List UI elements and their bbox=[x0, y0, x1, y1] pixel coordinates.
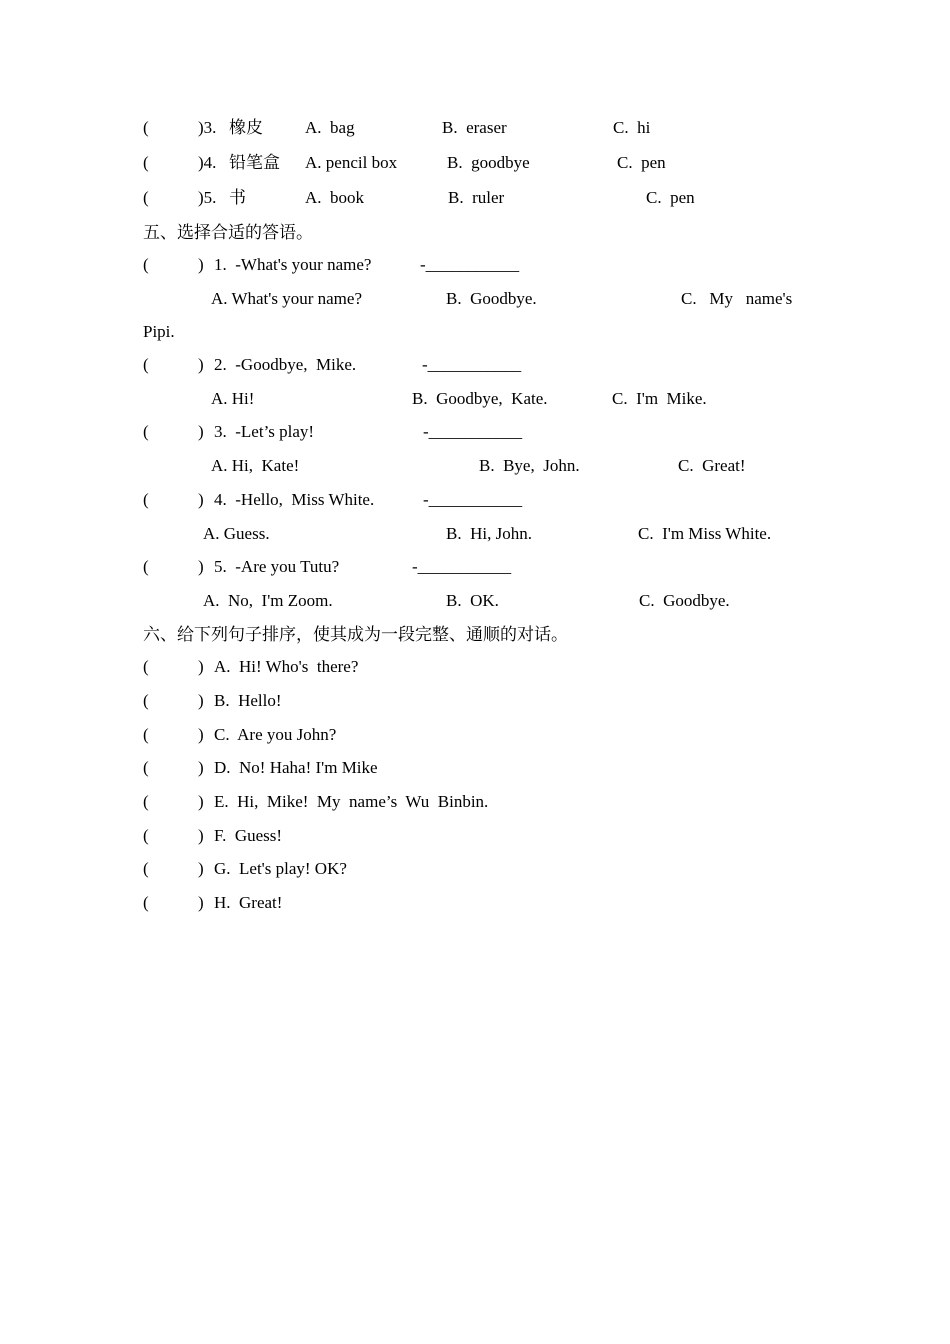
answer-blank: -___________ bbox=[423, 490, 523, 509]
answer-paren-open: ( bbox=[143, 355, 149, 374]
sentence-text: E. Hi, Mike! My name’s Wu Binbin. bbox=[214, 792, 489, 811]
answer-paren-close: ) bbox=[198, 725, 204, 744]
answer-paren-open: ( bbox=[143, 691, 149, 710]
answer-paren-close: ) bbox=[198, 557, 204, 576]
option-a: A. pencil box bbox=[305, 153, 398, 172]
answer-blank: -___________ bbox=[420, 255, 520, 274]
question-text: 4. -Hello, Miss White. bbox=[214, 490, 375, 509]
answer-paren-close: ) bbox=[198, 792, 204, 811]
option-b: B. Hi, John. bbox=[446, 524, 532, 543]
option-c-continued: Pipi. bbox=[143, 322, 175, 341]
answer-blank: -___________ bbox=[412, 557, 512, 576]
option-a: A. bag bbox=[305, 118, 355, 137]
answer-paren-open: ( bbox=[143, 859, 149, 878]
sentence-text: C. Are you John? bbox=[214, 725, 337, 744]
option-c: C. I'm Miss White. bbox=[638, 524, 772, 543]
option-c: C. hi bbox=[613, 118, 651, 137]
option-b: B. Goodbye. bbox=[446, 289, 537, 308]
sentence-text: B. Hello! bbox=[214, 691, 282, 710]
answer-paren-open: ( bbox=[143, 557, 149, 576]
answer-paren-open: ( bbox=[143, 153, 149, 172]
answer-paren-open: ( bbox=[143, 118, 149, 137]
answer-paren-open: ( bbox=[143, 725, 149, 744]
option-b: B. eraser bbox=[442, 118, 507, 137]
option-b: B. Bye, John. bbox=[479, 456, 580, 475]
option-c: C. pen bbox=[617, 153, 666, 172]
sentence-text: A. Hi! Who's there? bbox=[214, 657, 359, 676]
answer-paren-open: ( bbox=[143, 255, 149, 274]
answer-paren-close: ) bbox=[198, 422, 204, 441]
answer-paren-close: ) bbox=[198, 893, 204, 912]
option-c: C. Great! bbox=[678, 456, 746, 475]
section-5-title: 五、选择合适的答语。 bbox=[143, 223, 313, 242]
item-number: )5. bbox=[198, 188, 217, 207]
answer-paren-open: ( bbox=[143, 422, 149, 441]
chinese-word: 书 bbox=[229, 188, 246, 207]
answer-paren-close: ) bbox=[198, 826, 204, 845]
question-text: 2. -Goodbye, Mike. bbox=[214, 355, 357, 374]
option-c: C. Goodbye. bbox=[639, 591, 730, 610]
option-a: A. Hi, Kate! bbox=[211, 456, 300, 475]
answer-blank: -___________ bbox=[423, 422, 523, 441]
item-number: )4. bbox=[198, 153, 217, 172]
chinese-word: 橡皮 bbox=[229, 118, 263, 137]
question-text: 1. -What's your name? bbox=[214, 255, 372, 274]
answer-paren-close: ) bbox=[198, 255, 204, 274]
sentence-text: H. Great! bbox=[214, 893, 283, 912]
option-c: C. pen bbox=[646, 188, 695, 207]
answer-paren-open: ( bbox=[143, 893, 149, 912]
option-b: B. ruler bbox=[448, 188, 505, 207]
question-text: 3. -Let’s play! bbox=[214, 422, 315, 441]
answer-paren-open: ( bbox=[143, 826, 149, 845]
answer-paren-open: ( bbox=[143, 490, 149, 509]
answer-paren-open: ( bbox=[143, 792, 149, 811]
option-c: C. My name's bbox=[681, 289, 793, 308]
answer-paren-open: ( bbox=[143, 758, 149, 777]
option-b: B. goodbye bbox=[447, 153, 530, 172]
answer-paren-open: ( bbox=[143, 188, 149, 207]
answer-paren-close: ) bbox=[198, 657, 204, 676]
option-a: A. Hi! bbox=[211, 389, 255, 408]
chinese-word: 铅笔盒 bbox=[229, 153, 280, 172]
option-a: A. What's your name? bbox=[211, 289, 362, 308]
answer-paren-close: ) bbox=[198, 859, 204, 878]
answer-paren-close: ) bbox=[198, 355, 204, 374]
answer-paren-close: ) bbox=[198, 490, 204, 509]
answer-blank: -___________ bbox=[422, 355, 522, 374]
section-6-title: 六、给下列句子排序，使其成为一段完整、通顺的对话。 bbox=[143, 625, 568, 644]
option-a: A. book bbox=[305, 188, 365, 207]
option-a: A. Guess. bbox=[203, 524, 270, 543]
option-b: B. OK. bbox=[446, 591, 499, 610]
answer-paren-close: ) bbox=[198, 758, 204, 777]
question-text: 5. -Are you Tutu? bbox=[214, 557, 340, 576]
sentence-text: F. Guess! bbox=[214, 826, 283, 845]
answer-paren-open: ( bbox=[143, 657, 149, 676]
answer-paren-close: ) bbox=[198, 691, 204, 710]
option-c: C. I'm Mike. bbox=[612, 389, 707, 408]
option-a: A. No, I'm Zoom. bbox=[203, 591, 333, 610]
sentence-text: G. Let's play! OK? bbox=[214, 859, 347, 878]
item-number: )3. bbox=[198, 118, 217, 137]
option-b: B. Goodbye, Kate. bbox=[412, 389, 548, 408]
sentence-text: D. No! Haha! I'm Mike bbox=[214, 758, 378, 777]
